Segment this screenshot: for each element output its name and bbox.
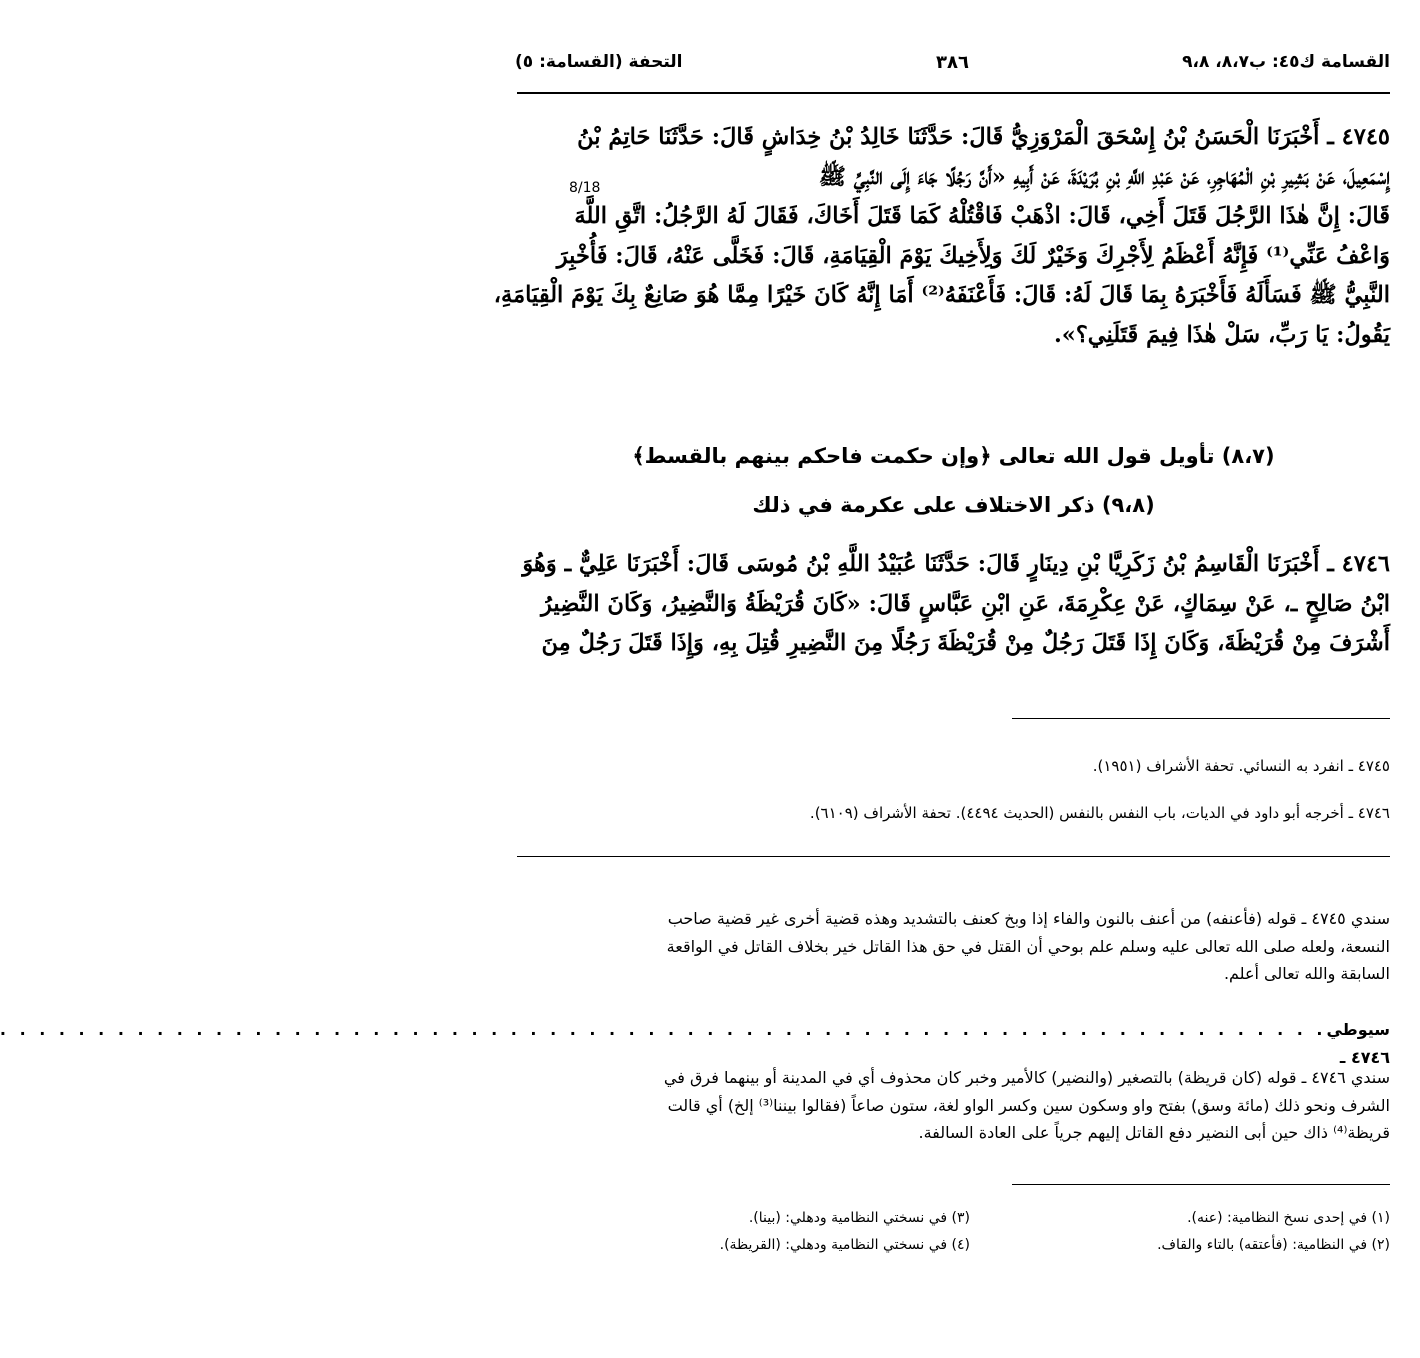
- footnote-2: (٢) في النظامية: (فأعتقه) بالتاء والقاف.: [1157, 1237, 1390, 1253]
- hadith-line: النَّبِيُّ ﷺ فَسَأَلَهُ فَأَخْبَرَهُ بِمَا قَالَ لَهُ: قَالَ: فَأَعْنَفَهُ⁽²⁾ أَمَا إِنَّهُ كَانَ خَيْرًا مِمَّا هُوَ صَانِعٌ بِكَ يَوْمَ الْقِيَامَةِ،: [493, 282, 1390, 308]
- commentary-line: السابقة والله تعالى أعلم.: [1223, 964, 1390, 983]
- hadith-4745: [493, 118, 1390, 355]
- hadith-4746: [522, 545, 1390, 664]
- margin-reference: 8/18: [569, 180, 601, 196]
- dotted-leader: . . . . . . . . . . . . . . . . . . . . . . . . . . . . . . . . . . . . . . . . . . . . . . . . . . . . . . . . . . . . . . . . . . . .: [0, 1020, 1327, 1039]
- footnote-separator: [1012, 1184, 1390, 1185]
- sindi-commentary-4746: [517, 1064, 1390, 1147]
- commentary-line: قريظة⁽⁴⁾ ذاك حين أبى النضير دفع القاتل إليهم جرياً على العادة السالفة.: [918, 1123, 1390, 1142]
- section-heading-9-8: (٩،٨) ذكر الاختلاف على عكرمة في ذلك: [752, 493, 1155, 517]
- page-header: [515, 52, 1390, 86]
- hadith-line: يَقُولُ: يَا رَبِّ، سَلْ هٰذَا فِيمَ قَتَلَنِي؟».: [1053, 321, 1390, 348]
- hadith-line: إِسْمَعِيلَ، عَنْ بَشِيرِ بْنِ الْمُهَاجِرِ، عَنْ عَبْدِ اللَّهِ بْنِ بُرَيْدَةَ، عَنْ أَبِيهِ «أَنَّ رَجُلًا جَاءَ إِلَى النَّبِيِّ ﷺ: [818, 163, 1390, 190]
- hadith-line: أَشْرَفَ مِنْ قُرَيْظَةَ، وَكَانَ إِذَا قَتَلَ رَجُلٌ مِنْ قُرَيْظَةَ رَجُلًا مِنَ النَّضِيرِ قُتِلَ بِهِ، وَإِذَا قَتَلَ رَجُلٌ مِنَ: [541, 630, 1390, 656]
- hadith-line: وَاعْفُ عَنِّي⁽¹⁾ فَإِنَّهُ أَعْظَمُ لِأَجْرِكَ وَخَيْرٌ لَكَ وَلِأَخِيكَ يَوْمَ الْقِيَامَةِ، قَالَ: فَخَلَّى عَنْهُ، قَالَ: فَأُخْبِرَ: [556, 242, 1390, 269]
- hadith-line: قَالَ: إِنَّ هٰذَا الرَّجُلَ قَتَلَ أَخِي، قَالَ: اذْهَبْ فَاقْتُلْهُ كَمَا قَتَلَ أَخَاكَ، فَقَالَ لَهُ الرَّجُلُ: اتَّقِ اللَّهَ: [574, 203, 1390, 229]
- takhrij-separator: [1012, 718, 1390, 719]
- takhrij-4746: ٤٧٤٦ ـ أخرجه أبو داود في الديات، باب النفس بالنفس (الحديث ٤٤٩٤). تحفة الأشراف (٦١٠٩).: [809, 804, 1390, 822]
- hadith-line: ٤٧٤٦ ـ أَخْبَرَنَا الْقَاسِمُ بْنُ زَكَرِيَّا بْنِ دِينَارٍ قَالَ: حَدَّثَنَا عُبَيْدُ اللَّهِ بْنُ مُوسَى قَالَ: أَخْبَرَنَا عَلِيٌّ ـ وَهُوَ: [522, 551, 1390, 577]
- footnote-3: (٣) في نسختي النظامية ودهلي: (بينا).: [748, 1210, 970, 1226]
- suyuti-label: سيوطي ٤٧٤٦ ـ: [1326, 1020, 1390, 1067]
- takhrij-4745: ٤٧٤٥ ـ انفرد به النسائي. تحفة الأشراف (١٩٥١).: [1092, 757, 1390, 775]
- footnote-4: (٤) في نسختي النظامية ودهلي: (القريظة).: [719, 1237, 970, 1253]
- commentary-line: النسعة، ولعله صلى الله تعالى عليه وسلم علم بوحي أن القتل في حق هذا القاتل خير بخلاف القاتل في الواقعة: [666, 936, 1390, 956]
- hadith-line: ٤٧٤٥ ـ أَخْبَرَنَا الْحَسَنُ بْنُ إِسْحَقَ الْمَرْوَزِيُّ قَالَ: حَدَّثَنَا خَالِدُ بْنُ خِدَاشٍ قَالَ: حَدَّثَنَا حَاتِمُ بْنُ: [577, 124, 1390, 150]
- commentary-line: سندي ٤٧٤٥ ـ قوله (فأعنفه) من أعنف بالنون والفاء إذا وبخ كعنف بالتشديد وهذه قضية أخرى غير قضية صاحب: [667, 909, 1390, 928]
- section-heading-8-7: (٨،٧) تأويل قول الله تعالى ﴿وإن حكمت فاحكم بينهم بالقسط﴾: [632, 444, 1275, 468]
- sindi-commentary-4745: [517, 905, 1390, 988]
- header-chapter-ref: القسامة ك٤٥: ب٨،٧، ٩،٨: [1182, 52, 1390, 72]
- commentary-separator: [517, 856, 1390, 857]
- page-number: ٣٨٦: [936, 52, 969, 73]
- commentary-line: سندي ٤٧٤٦ ـ قوله (كان قريظة) بالتصغير (والنضير) كالأمير وخبر كان محذوف أي في المدينة أو بينهما فرق في: [663, 1068, 1390, 1087]
- hadith-line: ابْنُ صَالِحٍ ـ، عَنْ سِمَاكٍ، عَنْ عِكْرِمَةَ، عَنِ ابْنِ عَبَّاسٍ قَالَ: «كَانَ قُرَيْظَةُ وَالنَّضِيرُ، وَكَانَ النَّضِيرُ: [540, 590, 1390, 617]
- footnote-1: (١) في إحدى نسخ النظامية: (عنه).: [1187, 1210, 1390, 1226]
- header-tuhfa-ref: التحفة (القسامة: ٥): [515, 52, 683, 72]
- commentary-line: الشرف ونحو ذلك (مائة وسق) بفتح واو وسكون سين وكسر الواو لغة، ستون صاعاً (فقالوا بيننا⁽³⁾ إلخ) أي قالت: [667, 1095, 1390, 1115]
- header-rule: [517, 92, 1390, 94]
- suyuti-commentary-4746: [0, 1016, 1390, 1071]
